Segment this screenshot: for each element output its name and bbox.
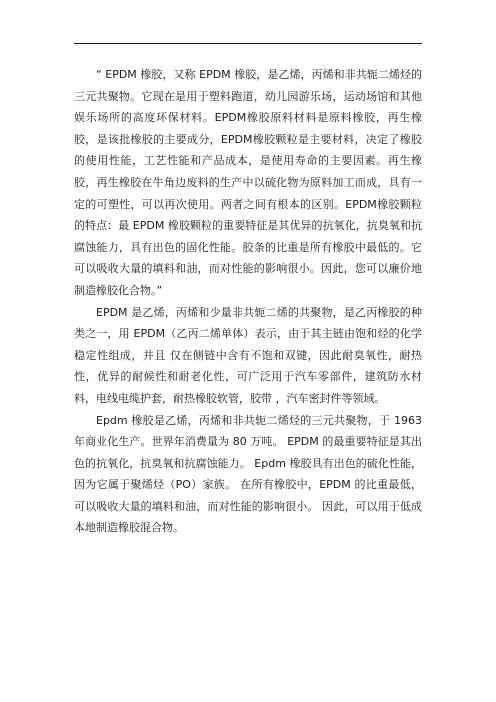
header-rule (74, 43, 422, 44)
paragraph-3: Epdm 橡胶是乙烯，丙烯和非共轭二烯烃的三元共聚物，于 1963 年商业化生产。世界年消费量为 80 万吨。 EPDM 的最重要特征是其出色的抗氧化，抗臭氧和抗腐蚀能力。 Epdm 橡胶具有出色的硫化性能，因为它属于聚烯烃（PO）家族。 在所有橡胶中，EPDM 的比重最低，可以吸收大量的填料和油，而对性能的影响很小。 因此，可以用于低成本地制造橡胶混合物。 (74, 413, 422, 535)
document-body (74, 64, 422, 539)
paragraph-2: EPDM 是乙烯，丙烯和少量非共轭二烯的共聚物，是乙丙橡胶的种类之一，用 EPDM（乙丙二烯单体）表示，由于其主链由饱和烃的化学稳定性组成，并且 仅在侧链中含有不饱和双键，因此耐臭氧性，耐热性，优异的耐候性和耐老化性，可广泛用于汽车零部件，建筑防水材料，电线电缆护套，耐热橡胶软管，胶带 ，汽车密封件等领域。 (74, 305, 422, 405)
paragraph-1: “ EPDM 橡胶，又称 EPDM 橡胶，是乙烯，丙烯和非共轭二烯烃的三元共聚物。它现在是用于塑料跑道，幼儿园游乐场，运动场馆和其他娱乐场所的高度环保材料。EPDM橡胶原料材料是原料橡胶，再生橡胶，是该批橡胶的主要成分，EPDM橡胶颗粒是主要材料，决定了橡胶的使用性能，工艺性能和产品成本，是使用寿命的主要因素。再生橡胶，再生橡胶在牛角边废料的生产中以硫化物为原料加工而成，具有一定的可塑性，可以再次使用。两者之间有根本的区别。EPDM橡胶颗粒的特点：最 EPDM 橡胶颗粒的重要特征是其优异的抗氧化，抗臭氧和抗腐蚀能力，具有出色的固化性能。胶条的比重是所有橡胶中最低的。它可以吸收大量的填料和油，而对性能的影响很小。因此，您可以廉价地制造橡胶化合物。” (74, 68, 422, 297)
